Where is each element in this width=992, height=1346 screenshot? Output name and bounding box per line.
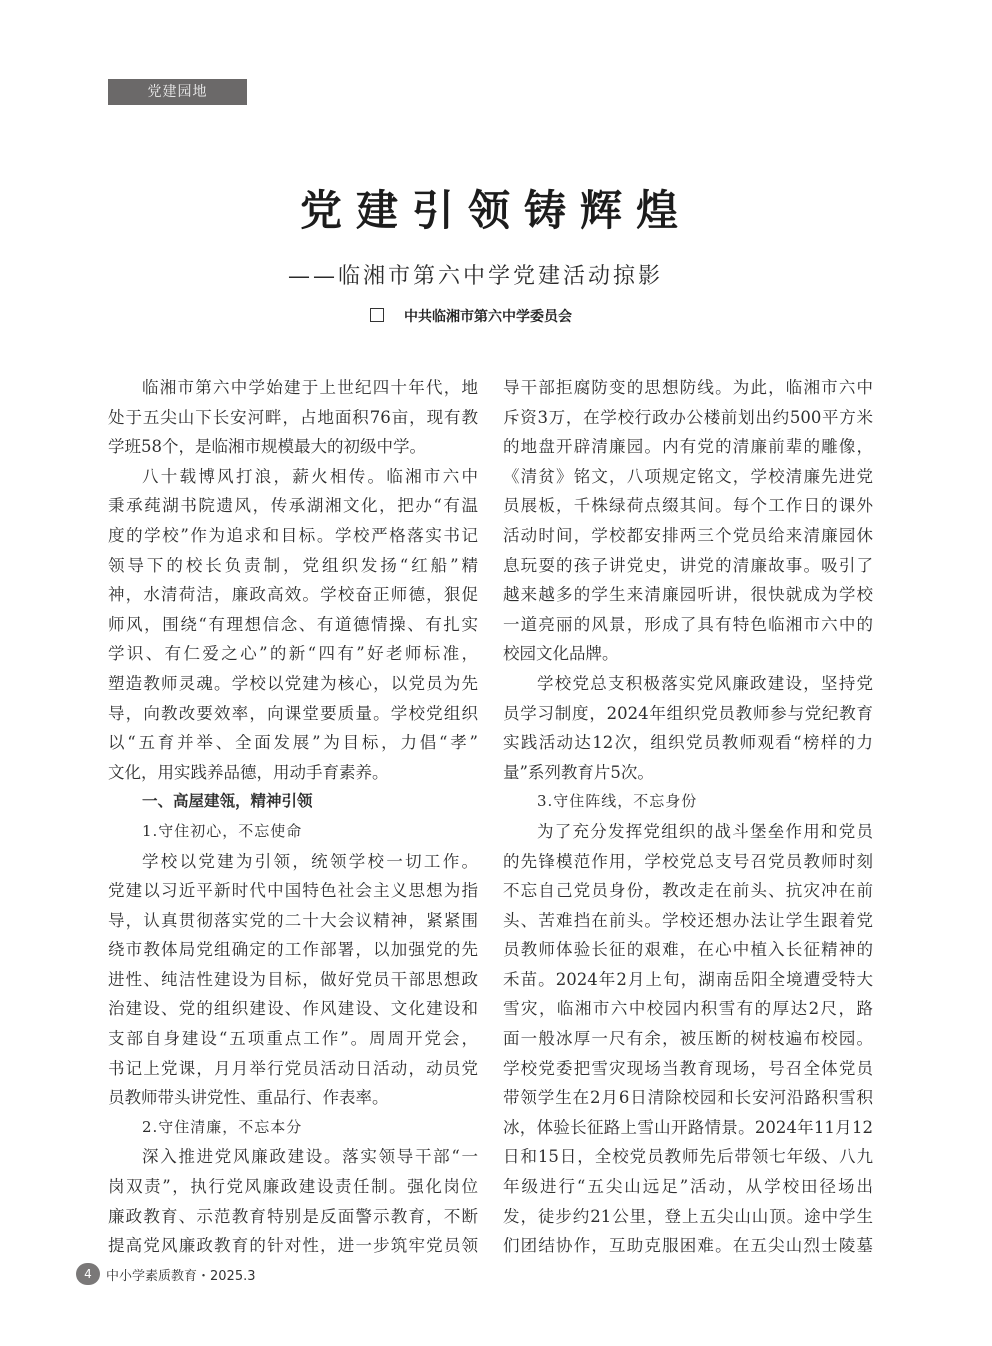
- text-line: 党建以习近平新时代中国特色社会主义思想为指: [108, 881, 478, 901]
- text-line: 实践活动达12次，组织党员教师观看“榜样的力: [503, 733, 873, 753]
- text-line: 导干部拒腐防变的思想防线。为此，临湘市六中: [503, 378, 873, 397]
- text-line: 员教师体验长征的艰难，在心中植入长征精神的: [503, 940, 873, 960]
- text-line: 廉政教育、示范教育特别是反面警示教育，不断: [108, 1206, 478, 1226]
- text-line: 冰，体验长征路上雪山开路情景。2024年11月12: [503, 1117, 873, 1137]
- text-line: 导，向教改要效率，向课堂要质量。学校党组织: [108, 703, 478, 723]
- subsection-heading: 3.守住阵线，不忘身份: [537, 792, 698, 811]
- text-line: 治建设、党的组织建设、作风建设、文化建设和: [108, 999, 478, 1019]
- text-line: 带领学生在2月6日清除校园和长安河沿路积雪积: [503, 1088, 873, 1108]
- text-line: 神，水清荷洁，廉政高效。学校奋正师德，狠促: [108, 585, 478, 605]
- text-line: 年级进行“五尖山远足”活动，从学校田径场出: [503, 1177, 873, 1197]
- text-line: 学校党委把雪灾现场当教育现场，号召全体党员: [503, 1058, 873, 1078]
- right-column: [503, 373, 873, 1261]
- text-line: 岗双责”，执行党风廉政建设责任制。强化岗位: [108, 1177, 478, 1197]
- text-line: 文化，用实践养品德，用动手育素养。: [108, 762, 389, 782]
- text-line: 进性、纯洁性建设为目标，做好党员干部思想政: [108, 969, 478, 989]
- text-line: 以“五育并举、全面发展”为目标，力倡“孝”: [108, 733, 478, 753]
- text-line: 越来越多的学生来清廉园听讲，很快就成为学校: [503, 585, 873, 605]
- text-line: 员学习制度，2024年组织党员教师参与党纪教育: [503, 703, 873, 723]
- article-title: 党建引领铸辉煌: [299, 186, 692, 235]
- text-line: 塑造教师灵魂。学校以党建为核心，以党员为先: [108, 673, 478, 693]
- text-line: 的地盘开辟清廉园。内有党的清廉前辈的雕像，: [503, 437, 873, 457]
- text-line: 领导下的校长负责制，党组织发扬“红船”精: [108, 555, 478, 575]
- text-line: 斥资3万，在学校行政办公楼前划出约500平方米: [503, 407, 873, 427]
- text-line: 临湘市第六中学始建于上世纪四十年代，地: [142, 378, 478, 397]
- text-line: 息玩耍的孩子讲党史，讲党的清廉故事。吸引了: [503, 555, 873, 575]
- text-line: 书记上党课，月月举行党员活动日活动，动员党: [108, 1058, 478, 1078]
- text-line: 发，徒步约21公里，登上五尖山山顶。途中学生: [503, 1206, 873, 1226]
- text-line: 深入推进党风廉政建设。落实领导干部“一: [142, 1147, 478, 1167]
- text-line: 校园文化品牌。: [503, 644, 619, 664]
- text-line: 为了充分发挥党组织的战斗堡垒作用和党员: [537, 821, 873, 841]
- text-line: 处于五尖山下长安河畔，占地面积76亩，现有教: [108, 407, 478, 427]
- byline-author: 中共临湘市第六中学委员会: [404, 309, 572, 325]
- text-line: 学校党总支积极落实党风廉政建设，坚持党: [537, 673, 873, 693]
- left-column: [108, 373, 478, 1261]
- text-line: 提高党风廉政教育的针对性，进一步筑牢党员领: [108, 1236, 478, 1256]
- subsection-heading: 2.守住清廉，不忘本分: [142, 1117, 303, 1136]
- text-line: 八十载博风打浪，薪火相传。临湘市六中: [142, 466, 478, 486]
- text-line: 量”系列教育片5次。: [503, 762, 654, 782]
- text-line: 学识、有仁爱之心”的新“四有”好老师标准，: [108, 644, 478, 664]
- text-line: 不忘自己党员身份，教改走在前头、抗灾冲在前: [503, 881, 873, 901]
- text-line: 雪灾，临湘市六中校园内积雪有的厚达2尺，路: [503, 999, 873, 1019]
- text-line: 度的学校”作为追求和目标。学校严格落实书记: [108, 525, 478, 545]
- page-number-badge: 4: [76, 1263, 100, 1285]
- text-line: 《清贫》铭文，八项规定铭文，学校清廉先进党: [503, 466, 873, 486]
- text-line: 头、苦难挡在前头。学校还想办法让学生跟着党: [503, 910, 873, 930]
- section-heading: 一、高屋建瓴，精神引领: [142, 792, 313, 811]
- subsection-heading: 1.守住初心，不忘使命: [142, 821, 303, 840]
- text-line: 学校以党建为引领，统领学校一切工作。: [142, 851, 478, 871]
- text-line: 员教师带头讲党性、重品行、作表率。: [108, 1088, 389, 1108]
- text-line: 员展板，千株绿荷点缀其间。每个工作日的课外: [503, 496, 873, 516]
- text-line: 禾苗。2024年2月上旬，湖南岳阳全境遭受特大: [503, 969, 873, 989]
- section-tag: 党建园地: [108, 79, 247, 105]
- text-line: 的先锋模范作用，学校党总支号召党员教师时刻: [503, 851, 873, 871]
- text-line: 面一般冰厚一尺有余，被压断的树枝遍布校园。: [503, 1029, 873, 1049]
- text-line: 秉承莼湖书院遗风，传承湖湘文化，把办“有温: [108, 496, 478, 516]
- text-line: 日和15日，全校党员教师先后带领七年级、八九: [503, 1147, 873, 1167]
- square-bullet-icon: [370, 308, 384, 322]
- page-footer: [76, 1262, 256, 1286]
- text-line: 支部自身建设“五项重点工作”。周周开党会，: [108, 1029, 478, 1049]
- text-line: 活动时间，学校都安排两三个党员给来清廉园休: [503, 525, 873, 545]
- byline: [370, 305, 572, 329]
- text-line: 一道亮丽的风景，形成了具有特色临湘市六中的: [503, 614, 873, 634]
- text-line: 们团结协作，互助克服困难。在五尖山烈士陵墓: [503, 1236, 873, 1256]
- text-line: 绕市教体局党组确定的工作部署，以加强党的先: [108, 940, 478, 960]
- publication-name: 中小学素质教育・2025.3: [106, 1268, 256, 1284]
- text-line: 学班58个，是临湘市规模最大的初级中学。: [108, 437, 426, 457]
- text-line: 师风，围绕“有理想信念、有道德情操、有扎实: [108, 614, 478, 634]
- article-subtitle: ——临湘市第六中学党建活动掠影: [288, 264, 664, 289]
- text-line: 导，认真贯彻落实党的二十大会议精神，紧紧围: [108, 910, 478, 930]
